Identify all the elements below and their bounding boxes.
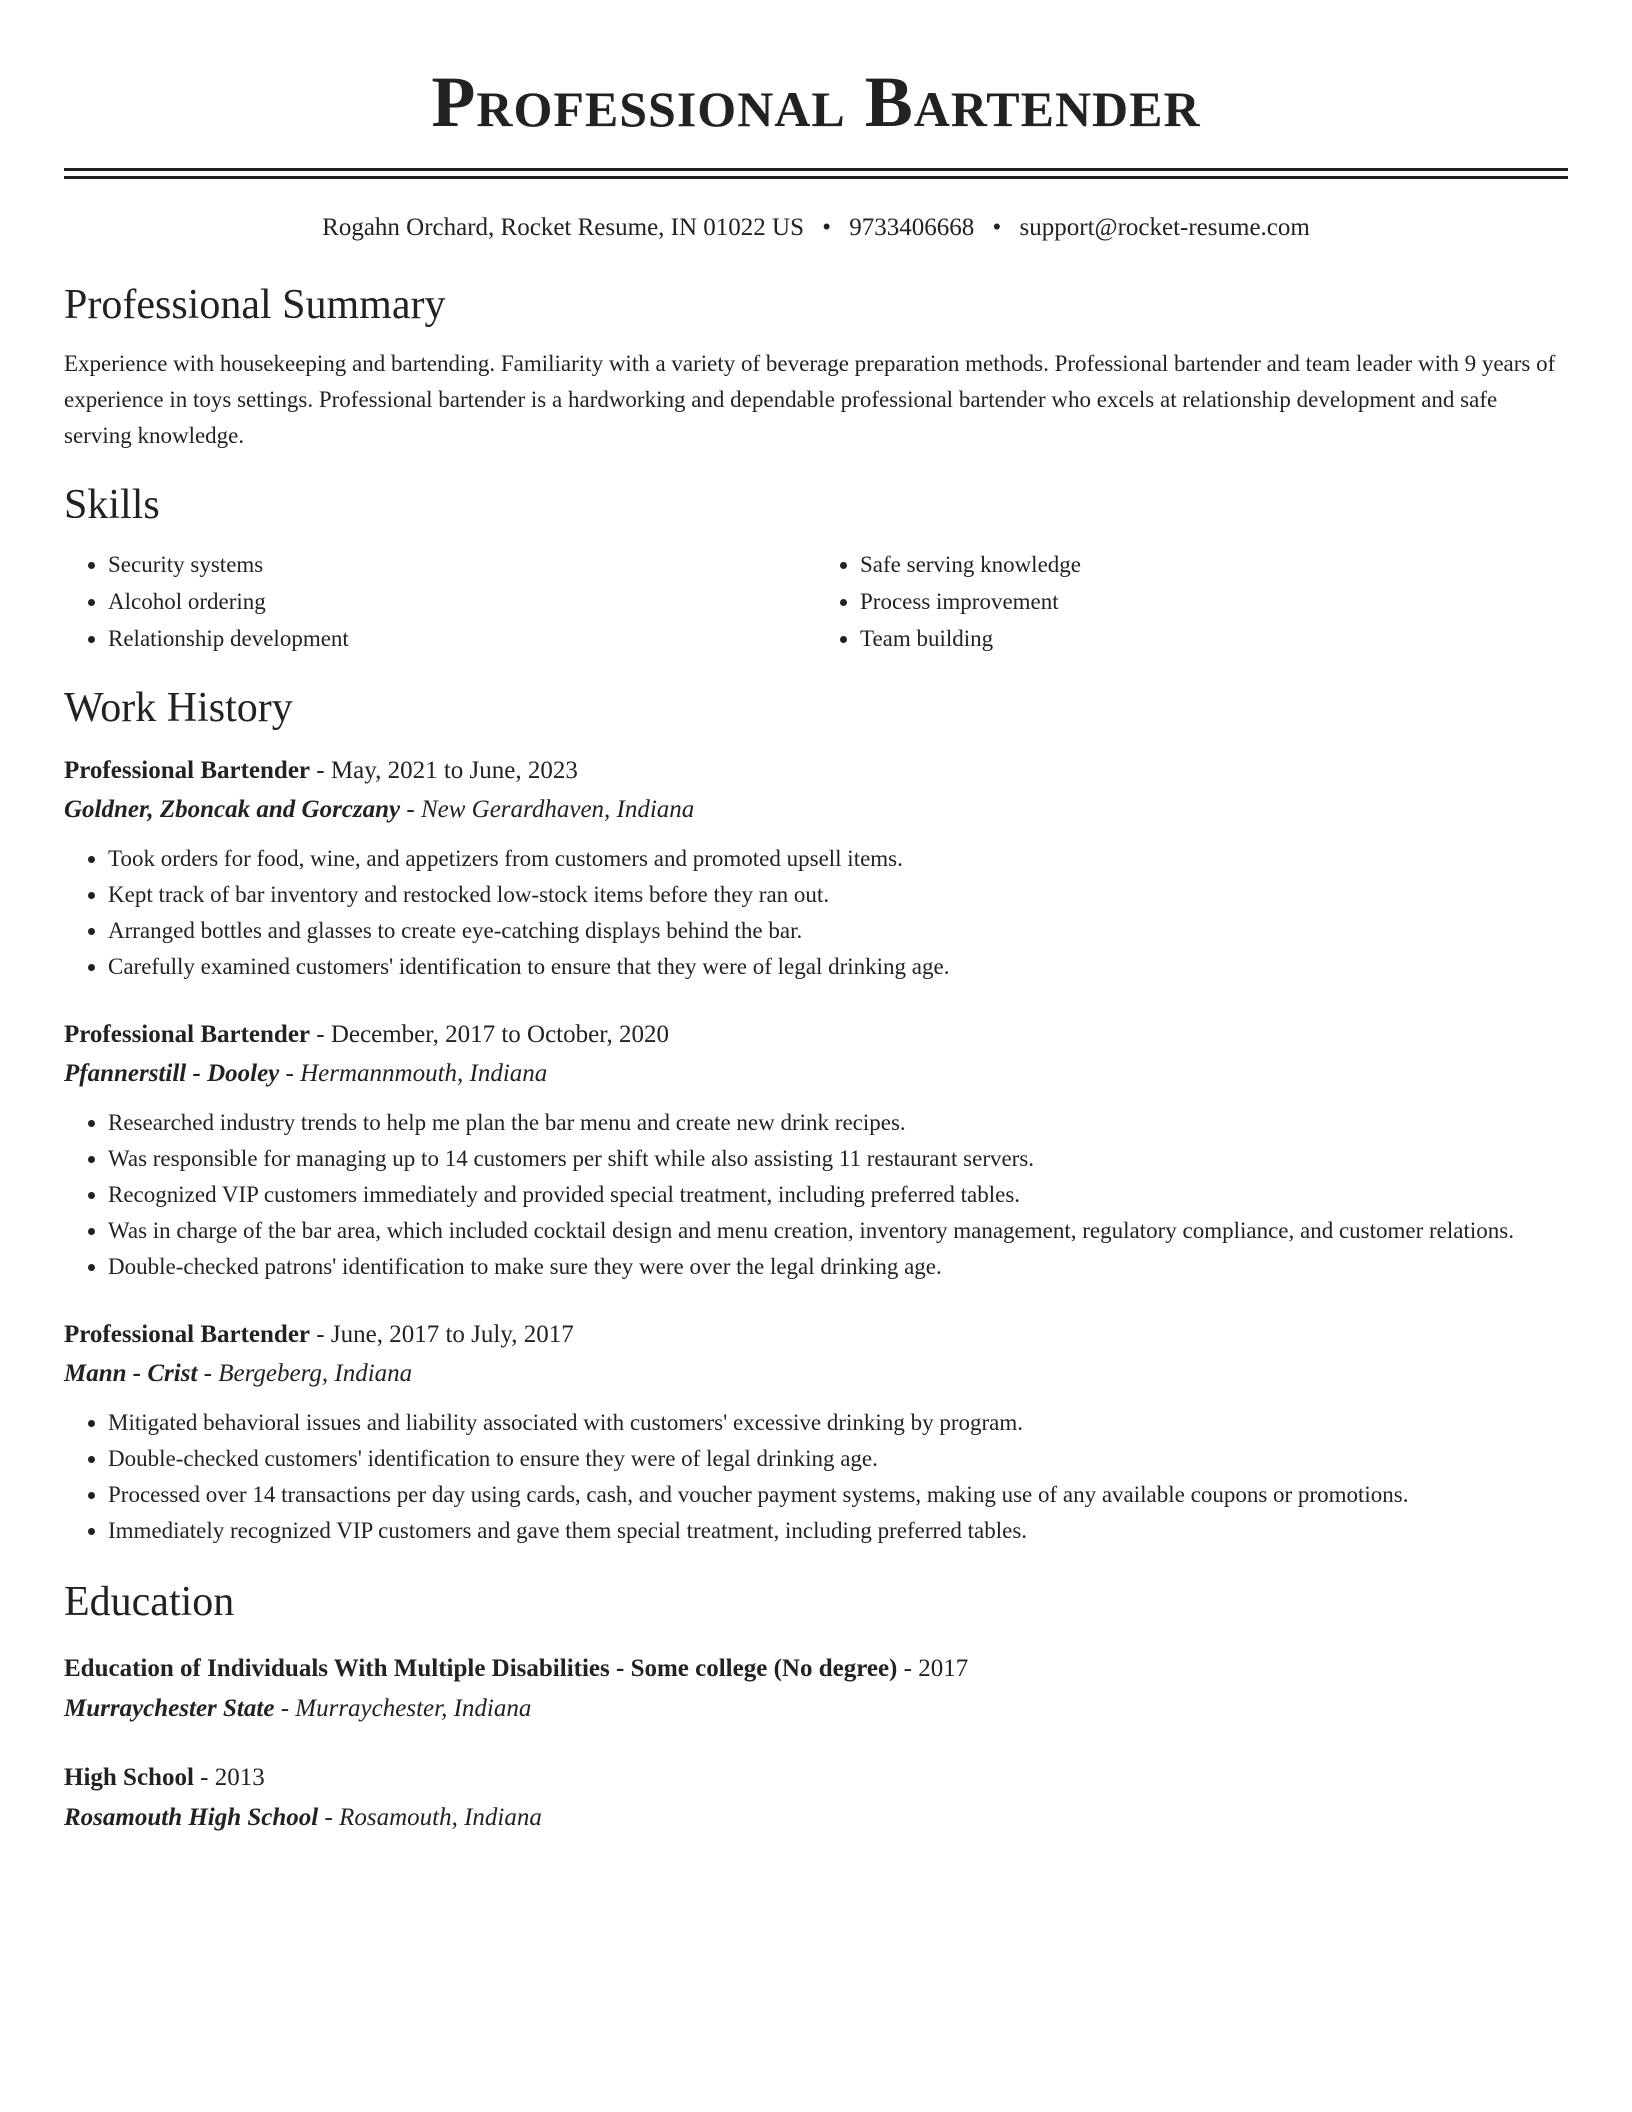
skill-item: • Safe serving knowledge — [860, 546, 1568, 583]
skill-item: • Team building — [860, 620, 1568, 657]
job-company-line — [64, 1354, 1568, 1393]
education-degree-line — [64, 1649, 1568, 1688]
duty-item: • Processed over 14 transactions per day using cards, cash, and voucher payment systems, making use of any available coupons or promotions. — [108, 1477, 1568, 1513]
education-degree-line — [64, 1758, 1568, 1797]
summary-text: Experience with housekeeping and bartending. Familiarity with a variety of beverage preparation methods. Professional bartender and team leader with 9 years of experience in toys settings. Professional bartender is a hardworking and dependable professional bartender who excels at relationship development and safe serving knowledge. — [64, 351, 1556, 448]
education-entry — [64, 1758, 1568, 1837]
job-duties — [64, 1405, 1568, 1549]
duty-item: • Immediately recognized VIP customers and gave them special treatment, including preferred tables. — [108, 1513, 1568, 1549]
skills-column-right — [816, 546, 1568, 657]
education-school: Murraychester State — [64, 1695, 275, 1722]
contact-line — [64, 212, 1568, 244]
job-title-line — [64, 1315, 1568, 1354]
summary-heading: Professional Summary — [64, 282, 446, 328]
skill-item: • Security systems — [108, 546, 816, 583]
job-entry — [64, 1315, 1568, 1549]
duty-item: • Kept track of bar inventory and restocked low-stock items before they ran out. — [108, 877, 1568, 913]
duty-item: • Took orders for food, wine, and appetizers from customers and promoted upsell items. — [108, 841, 1568, 877]
job-title-line — [64, 1015, 1568, 1054]
education-heading: Education — [64, 1579, 235, 1625]
header-divider — [64, 168, 1568, 179]
education-year: - 2017 — [897, 1655, 969, 1682]
duty-item: • Double-checked patrons' identification to make sure they were over the legal drinking age. — [108, 1249, 1568, 1285]
duty-item: • Arranged bottles and glasses to create eye-catching displays behind the bar. — [108, 913, 1568, 949]
education-entry — [64, 1649, 1568, 1728]
job-role: Professional Bartender — [64, 1021, 311, 1048]
job-company: Goldner, Zboncak and Gorczany — [64, 796, 401, 823]
skills-column-left — [64, 546, 816, 657]
resume-name: Professional Bartender — [431, 62, 1201, 142]
contact-address: Rogahn Orchard, Rocket Resume, IN 01022 US — [322, 214, 805, 241]
job-company: Pfannerstill - Dooley — [64, 1060, 280, 1087]
skills-list — [64, 546, 1568, 657]
education-school-line — [64, 1689, 1568, 1728]
duty-item: • Double-checked customers' identification to ensure they were of legal drinking age. — [108, 1441, 1568, 1477]
job-company-line — [64, 790, 1568, 829]
contact-phone: 9733406668 — [849, 214, 975, 241]
job-title-line — [64, 751, 1568, 790]
job-location: - New Gerardhaven, Indiana — [400, 796, 695, 823]
skill-item: • Process improvement — [860, 583, 1568, 620]
contact-separator: • — [992, 214, 1002, 241]
job-role: Professional Bartender — [64, 757, 311, 784]
skill-item: • Relationship development — [108, 620, 816, 657]
job-entry — [64, 751, 1568, 985]
duty-item: • Was in charge of the bar area, which included cocktail design and menu creation, inventory management, regulatory compliance, and customer relations. — [108, 1213, 1568, 1249]
education-location: - Rosamouth, Indiana — [318, 1804, 542, 1831]
education-year: - 2013 — [193, 1764, 265, 1791]
education-degree: High School — [64, 1764, 194, 1791]
education-location: - Murraychester, Indiana — [274, 1695, 532, 1722]
job-dates: - December, 2017 to October, 2020 — [310, 1021, 670, 1048]
duty-item: • Mitigated behavioral issues and liability associated with customers' excessive drinking by program. — [108, 1405, 1568, 1441]
job-role: Professional Bartender — [64, 1321, 311, 1348]
education-school: Rosamouth High School — [64, 1804, 319, 1831]
job-company-line — [64, 1054, 1568, 1093]
job-location: - Bergeberg, Indiana — [197, 1360, 413, 1387]
work-history-heading: Work History — [64, 685, 293, 731]
contact-separator: • — [822, 214, 832, 241]
job-location: - Hermannmouth, Indiana — [279, 1060, 548, 1087]
education-school-line — [64, 1798, 1568, 1837]
duty-item: • Was responsible for managing up to 14 customers per shift while also assisting 11 restaurant servers. — [108, 1141, 1568, 1177]
job-entry — [64, 1015, 1568, 1285]
skill-item: • Alcohol ordering — [108, 583, 816, 620]
skills-heading: Skills — [64, 482, 160, 528]
contact-email: support@rocket-resume.com — [1019, 214, 1310, 241]
duty-item: • Carefully examined customers' identification to ensure that they were of legal drinking age. — [108, 949, 1568, 985]
job-duties — [64, 841, 1568, 985]
job-dates: - May, 2021 to June, 2023 — [310, 757, 578, 784]
duty-item: • Researched industry trends to help me plan the bar menu and create new drink recipes. — [108, 1105, 1568, 1141]
job-company: Mann - Crist — [64, 1360, 198, 1387]
duty-item: • Recognized VIP customers immediately and provided special treatment, including preferred tables. — [108, 1177, 1568, 1213]
education-degree: Education of Individuals With Multiple Disabilities - Some college (No degree) — [64, 1655, 898, 1682]
job-dates: - June, 2017 to July, 2017 — [310, 1321, 574, 1348]
job-duties — [64, 1105, 1568, 1285]
